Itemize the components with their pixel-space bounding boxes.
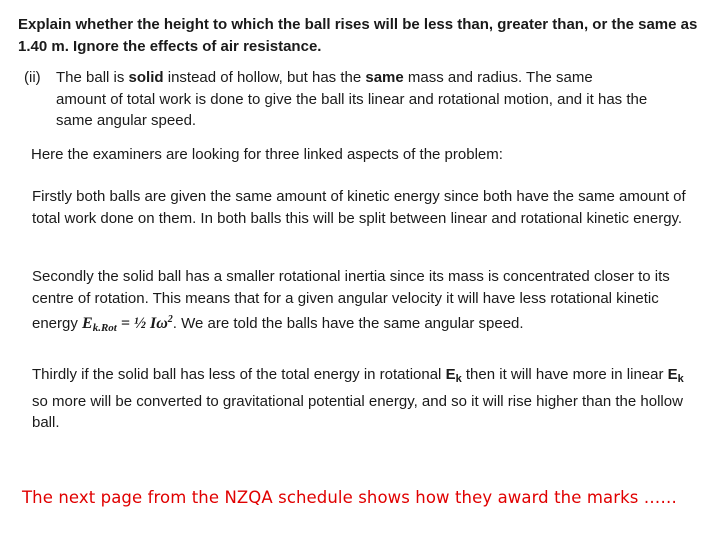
secondly-text: Secondly the solid ball has a smaller rotational inertia since its mass is concentrated closer to its centre of rotation. This means that for a given angular velocity it will have less rotational kinetic energy — [32, 268, 670, 332]
ek-symbol-b: E — [667, 366, 678, 383]
ek-symbol: E — [82, 315, 93, 332]
thirdly-text-1: Thirdly if the solid ball has less of the total energy in rotational — [32, 366, 446, 383]
thirdly-text-2: then it will have more in linear — [461, 366, 668, 383]
secondly-text-end: . We are told the balls have the same angular speed. — [172, 315, 524, 332]
ek-symbol-a: E — [445, 366, 456, 383]
part-first-line — [24, 67, 664, 89]
part-number: (ii) — [24, 69, 41, 86]
secondly-paragraph — [32, 266, 692, 340]
formula-body: = ½ Iω — [116, 315, 168, 332]
examiner-intro: Here the examiners are looking for three linked aspects of the problem: — [31, 146, 503, 163]
ek-rot-formula — [82, 315, 173, 332]
part-same-word: same — [365, 69, 404, 86]
thirdly-paragraph — [32, 364, 692, 434]
formula-exponent: 2 — [167, 314, 173, 325]
thirdly-text-3: so more will be converted to gravitational potential energy, and so it will rise higher than the hollow ball. — [32, 392, 683, 431]
nzqa-footer-note: The next page from the NZQA schedule shows how they award the marks …… — [22, 488, 677, 507]
question-text: Explain whether the height to which the ball rises will be less than, greater than, or the same as 1.40 m. Ignore the effects of air resistance. — [18, 16, 698, 55]
firstly-paragraph: Firstly both balls are given the same amount of kinetic energy since both have the same amount of total work done on them. In both balls this will be split between linear and rotational kinetic energy. — [32, 188, 686, 227]
ek-subscript-a: k — [455, 373, 462, 385]
question-part-ii — [24, 67, 664, 132]
part-text-a: The ball is — [56, 69, 129, 86]
part-text-c: mass and radius. The same — [403, 69, 593, 86]
ek-rot-subscript: k.Rot — [92, 322, 117, 334]
part-continuation: amount of total work is done to give the ball its linear and rotational motion, and it has the same angular speed. — [56, 90, 648, 129]
part-solid-word: solid — [128, 69, 164, 86]
part-text-b: instead of hollow, but has the — [163, 69, 366, 86]
ek-subscript-b: k — [677, 373, 684, 385]
